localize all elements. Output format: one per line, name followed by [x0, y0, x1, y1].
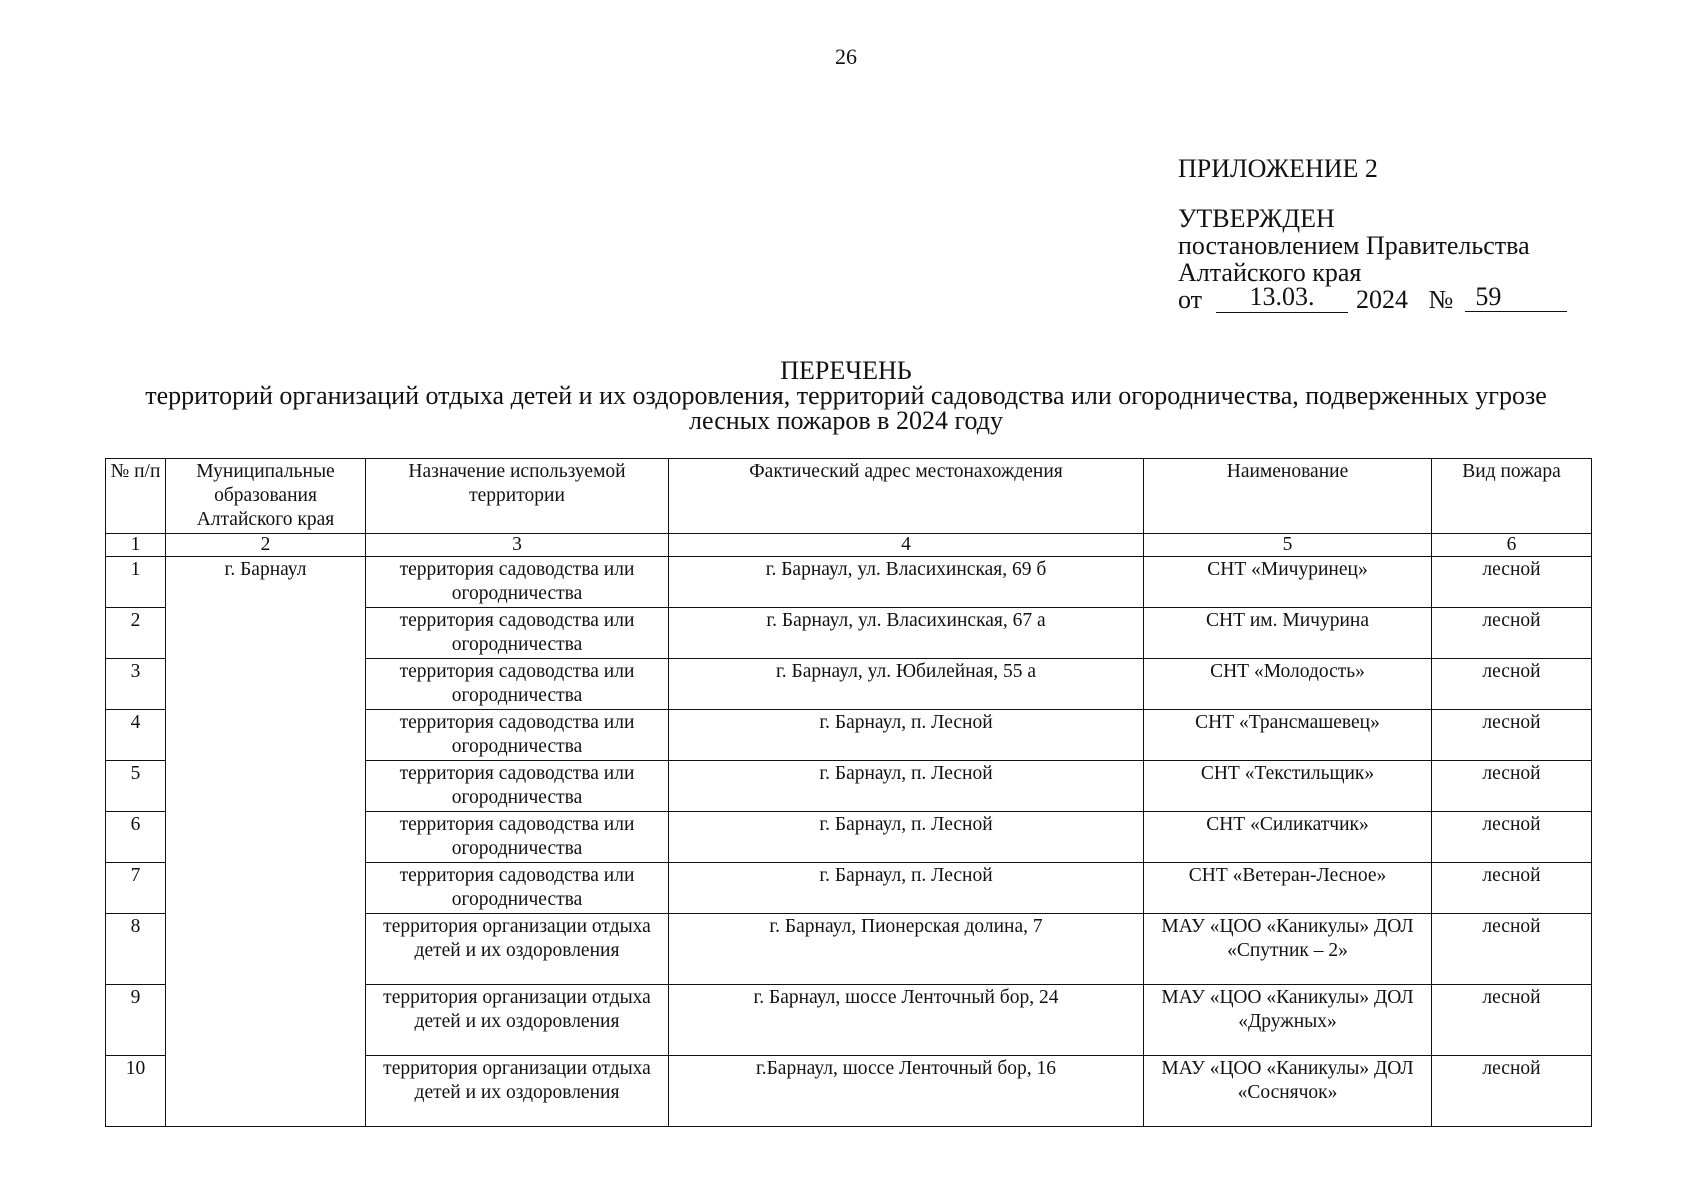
fire-type-cell: лесной	[1432, 608, 1592, 659]
approved-label: УТВЕРЖДЕН	[1178, 204, 1335, 233]
title-heading: ПЕРЕЧЕНЬ	[780, 356, 912, 385]
appendix-label: ПРИЛОЖЕНИЕ 2	[1178, 154, 1378, 183]
row-number: 9	[106, 985, 166, 1056]
date-prefix: от	[1178, 285, 1203, 314]
appendix-block	[1178, 155, 1567, 313]
territories-table	[105, 458, 1592, 1127]
name-cell: СНТ «Мичуринец»	[1144, 557, 1432, 608]
purpose-cell: территория садоводства или огородничества	[366, 608, 669, 659]
row-number: 1	[106, 557, 166, 608]
header-purpose: Назначение используемой территории	[366, 459, 669, 534]
column-number: 4	[669, 534, 1144, 557]
approval-number: 59	[1465, 286, 1567, 312]
header-number: № п/п	[106, 459, 166, 534]
approval-year: 2024	[1356, 285, 1409, 314]
column-number: 3	[366, 534, 669, 557]
name-cell: СНТ «Ветеран-Лесное»	[1144, 863, 1432, 914]
approval-line-1: постановлением Правительства	[1178, 231, 1530, 260]
row-number: 3	[106, 659, 166, 710]
approval-line-2: Алтайского края	[1178, 258, 1362, 287]
purpose-cell: территория садоводства или огородничества	[366, 659, 669, 710]
approval-date: 13.03.	[1216, 286, 1348, 313]
page-number: 26	[835, 44, 857, 69]
purpose-cell: территория садоводства или огородничества	[366, 557, 669, 608]
row-number: 6	[106, 812, 166, 863]
row-number: 4	[106, 710, 166, 761]
column-number: 6	[1432, 534, 1592, 557]
header-municipality: Муниципальные образования Алтайского края	[166, 459, 366, 534]
address-cell: г. Барнаул, п. Лесной	[669, 710, 1144, 761]
fire-type-cell: лесной	[1432, 710, 1592, 761]
fire-type-cell: лесной	[1432, 1056, 1592, 1127]
column-number: 1	[106, 534, 166, 557]
fire-type-cell: лесной	[1432, 914, 1592, 985]
purpose-cell: территория организации отдыха детей и их оздоровления	[366, 1056, 669, 1127]
name-cell: СНТ «Молодость»	[1144, 659, 1432, 710]
purpose-cell: территория организации отдыха детей и их оздоровления	[366, 985, 669, 1056]
purpose-cell: территория организации отдыха детей и их оздоровления	[366, 914, 669, 985]
row-number: 10	[106, 1056, 166, 1127]
address-cell: г. Барнаул, п. Лесной	[669, 812, 1144, 863]
purpose-cell: территория садоводства или огородничества	[366, 710, 669, 761]
number-sign: №	[1428, 285, 1454, 314]
fire-type-cell: лесной	[1432, 863, 1592, 914]
purpose-cell: территория садоводства или огородничества	[366, 812, 669, 863]
address-cell: г. Барнаул, ул. Власихинская, 67 а	[669, 608, 1144, 659]
title-subtitle: территорий организаций отдыха детей и их оздоровления, территорий садоводства или огородничества, подверженных угрозе лесных пожаров в 2024 году	[145, 381, 1547, 435]
fire-type-cell: лесной	[1432, 557, 1592, 608]
address-cell: г. Барнаул, ул. Юбилейная, 55 а	[669, 659, 1144, 710]
document-title	[0, 358, 1692, 433]
column-numbers-row	[106, 534, 1592, 557]
name-cell: СНТ им. Мичурина	[1144, 608, 1432, 659]
approval-date-line	[1178, 282, 1567, 314]
header-address: Фактический адрес местонахождения	[669, 459, 1144, 534]
address-cell: г. Барнаул, Пионерская долина, 7	[669, 914, 1144, 985]
row-number: 8	[106, 914, 166, 985]
header-name: Наименование	[1144, 459, 1432, 534]
address-cell: г. Барнаул, ул. Власихинская, 69 б	[669, 557, 1144, 608]
address-cell: г. Барнаул, п. Лесной	[669, 863, 1144, 914]
fire-type-cell: лесной	[1432, 985, 1592, 1056]
name-cell: СНТ «Текстильщик»	[1144, 761, 1432, 812]
table-row	[106, 557, 1592, 608]
column-number: 2	[166, 534, 366, 557]
row-number: 7	[106, 863, 166, 914]
name-cell: СНТ «Трансмашевец»	[1144, 710, 1432, 761]
name-cell: СНТ «Силикатчик»	[1144, 812, 1432, 863]
header-row	[106, 459, 1592, 534]
name-cell: МАУ «ЦОО «Каникулы» ДОЛ «Соснячок»	[1144, 1056, 1432, 1127]
municipality-cell: г. Барнаул	[166, 557, 366, 1127]
purpose-cell: территория садоводства или огородничества	[366, 761, 669, 812]
fire-type-cell: лесной	[1432, 659, 1592, 710]
address-cell: г. Барнаул, шоссе Ленточный бор, 24	[669, 985, 1144, 1056]
fire-type-cell: лесной	[1432, 812, 1592, 863]
header-fire-type: Вид пожара	[1432, 459, 1592, 534]
name-cell: МАУ «ЦОО «Каникулы» ДОЛ «Спутник – 2»	[1144, 914, 1432, 985]
address-cell: г.Барнаул, шоссе Ленточный бор, 16	[669, 1056, 1144, 1127]
address-cell: г. Барнаул, п. Лесной	[669, 761, 1144, 812]
column-number: 5	[1144, 534, 1432, 557]
name-cell: МАУ «ЦОО «Каникулы» ДОЛ «Дружных»	[1144, 985, 1432, 1056]
purpose-cell: территория садоводства или огородничества	[366, 863, 669, 914]
row-number: 5	[106, 761, 166, 812]
fire-type-cell: лесной	[1432, 761, 1592, 812]
row-number: 2	[106, 608, 166, 659]
